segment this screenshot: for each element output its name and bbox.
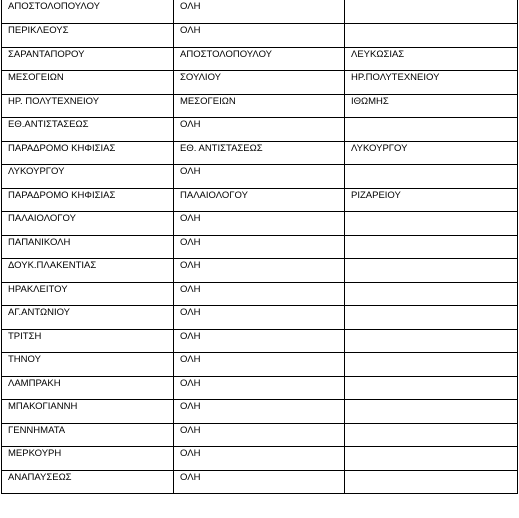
street-cell: ΤΡΙΤΣΗ	[2, 329, 174, 353]
to-cell: ΗΡ.ΠΟΛΥΤΕΧΝΕΙΟΥ	[345, 71, 518, 95]
from-cell: ΣΟΥΛΙΟΥ	[174, 71, 345, 95]
from-cell: ΠΑΛΑΙΟΛΟΓΟΥ	[174, 188, 345, 212]
table-row	[2, 188, 518, 212]
from-cell: ΟΛΗ	[174, 24, 345, 48]
from-cell: ΑΠΟΣΤΟΛΟΠΟΥΛΟΥ	[174, 47, 345, 71]
street-cell: ΜΕΡΚΟΥΡΗ	[2, 447, 174, 471]
street-cell: ΣΑΡΑΝΤΑΠΟΡΟΥ	[2, 47, 174, 71]
from-cell: ΟΛΗ	[174, 447, 345, 471]
table-row	[2, 353, 518, 377]
street-cell: ΠΑΛΑΙΟΛΟΓΟΥ	[2, 212, 174, 236]
to-cell: ΡΙΖΑΡΕΙΟΥ	[345, 188, 518, 212]
street-cell: ΑΓ.ΑΝΤΩΝΙΟΥ	[2, 306, 174, 330]
to-cell	[345, 353, 518, 377]
from-cell: ΟΛΗ	[174, 353, 345, 377]
to-cell	[345, 0, 518, 24]
table-row	[2, 24, 518, 48]
street-cell: ΜΕΣΟΓΕΙΩΝ	[2, 71, 174, 95]
table-row	[2, 306, 518, 330]
street-cell: ΓΕΝΝΗΜΑΤΑ	[2, 423, 174, 447]
to-cell	[345, 423, 518, 447]
table-row	[2, 447, 518, 471]
from-cell: ΟΛΗ	[174, 470, 345, 494]
street-cell: ΔΟΥΚ.ΠΛΑΚΕΝΤΙΑΣ	[2, 259, 174, 283]
to-cell: ΙΘΩΜΗΣ	[345, 94, 518, 118]
from-cell: ΟΛΗ	[174, 165, 345, 189]
street-cell: ΜΠΑΚΟΓΙΑΝΝΗ	[2, 400, 174, 424]
to-cell	[345, 376, 518, 400]
table-row	[2, 400, 518, 424]
table-row	[2, 329, 518, 353]
from-cell: ΟΛΗ	[174, 212, 345, 236]
from-cell: ΟΛΗ	[174, 376, 345, 400]
table-row	[2, 141, 518, 165]
table-row	[2, 376, 518, 400]
from-cell: ΜΕΣΟΓΕΙΩΝ	[174, 94, 345, 118]
to-cell	[345, 400, 518, 424]
to-cell: ΛΥΚΟΥΡΓΟΥ	[345, 141, 518, 165]
to-cell	[345, 24, 518, 48]
from-cell: ΟΛΗ	[174, 306, 345, 330]
to-cell	[345, 235, 518, 259]
to-cell	[345, 306, 518, 330]
to-cell	[345, 282, 518, 306]
street-cell: ΠΑΠΑΝΙΚΟΛΗ	[2, 235, 174, 259]
street-cell: ΗΡ. ΠΟΛΥΤΕΧΝΕΙΟΥ	[2, 94, 174, 118]
street-table	[1, 0, 518, 494]
street-cell: ΠΑΡΑΔΡΟΜΟ ΚΗΦΙΣΙΑΣ	[2, 188, 174, 212]
table-row	[2, 259, 518, 283]
street-cell: ΗΡΑΚΛΕΙΤΟΥ	[2, 282, 174, 306]
street-cell: ΠΕΡΙΚΛΕΟΥΣ	[2, 24, 174, 48]
street-cell: ΛΑΜΠΡΑΚΗ	[2, 376, 174, 400]
table-row	[2, 94, 518, 118]
table-row	[2, 71, 518, 95]
table-row	[2, 165, 518, 189]
street-table-body	[2, 0, 518, 494]
table-row	[2, 47, 518, 71]
from-cell: ΟΛΗ	[174, 329, 345, 353]
street-cell: ΑΠΟΣΤΟΛΟΠΟΥΛΟΥ	[2, 0, 174, 24]
to-cell: ΛΕΥΚΩΣΙΑΣ	[345, 47, 518, 71]
street-cell: ΤΗΝΟΥ	[2, 353, 174, 377]
table-row	[2, 470, 518, 494]
to-cell	[345, 329, 518, 353]
table-row	[2, 212, 518, 236]
from-cell: ΟΛΗ	[174, 400, 345, 424]
street-cell: ΠΑΡΑΔΡΟΜΟ ΚΗΦΙΣΙΑΣ	[2, 141, 174, 165]
to-cell	[345, 165, 518, 189]
from-cell: ΕΘ. ΑΝΤΙΣΤΑΣΕΩΣ	[174, 141, 345, 165]
to-cell	[345, 118, 518, 142]
from-cell: ΟΛΗ	[174, 423, 345, 447]
to-cell	[345, 470, 518, 494]
table-row	[2, 118, 518, 142]
table-row	[2, 423, 518, 447]
to-cell	[345, 447, 518, 471]
table-row	[2, 235, 518, 259]
from-cell: ΟΛΗ	[174, 118, 345, 142]
from-cell: ΟΛΗ	[174, 235, 345, 259]
street-cell: ΛΥΚΟΥΡΓΟΥ	[2, 165, 174, 189]
table-row	[2, 0, 518, 24]
street-cell: ΕΘ.ΑΝΤΙΣΤΑΣΕΩΣ	[2, 118, 174, 142]
table-row	[2, 282, 518, 306]
to-cell	[345, 259, 518, 283]
to-cell	[345, 212, 518, 236]
from-cell: ΟΛΗ	[174, 282, 345, 306]
from-cell: ΟΛΗ	[174, 259, 345, 283]
street-cell: ΑΝΑΠΑΥΣΕΩΣ	[2, 470, 174, 494]
from-cell: ΟΛΗ	[174, 0, 345, 24]
